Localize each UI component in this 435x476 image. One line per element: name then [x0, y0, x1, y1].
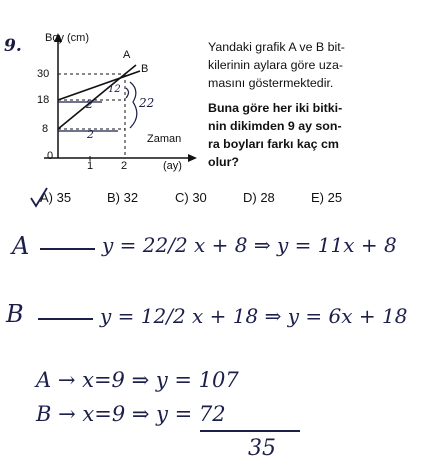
prompt-line: olur?	[208, 155, 239, 169]
prompt-line: Buna göre her iki bitki-	[208, 101, 343, 115]
hw-line4: B → x=9 ⇒ y = 72	[36, 402, 226, 426]
brace-12	[126, 88, 129, 98]
note-22: 22	[139, 96, 155, 110]
hw-line1-label: A	[12, 232, 30, 260]
y-axis-label: Boy (cm)	[45, 32, 89, 44]
line-a-label: A	[123, 49, 131, 61]
note-2-lower: 2	[87, 128, 94, 141]
problem-text	[208, 38, 428, 171]
option-b[interactable]: B) 32	[107, 190, 139, 205]
option-d[interactable]: D) 28	[243, 190, 275, 205]
x-axis-arrow-icon	[188, 154, 197, 162]
y-tick-8: 8	[42, 123, 49, 135]
origin-label: 0	[47, 150, 54, 162]
line-a	[58, 65, 136, 129]
question-number: 9.	[4, 36, 22, 56]
x-unit-label: (ay)	[163, 160, 182, 172]
prompt-line: ra boyları farkı kaç cm	[208, 137, 339, 151]
y-tick-30: 30	[37, 68, 50, 80]
option-e[interactable]: E) 25	[311, 190, 343, 205]
hw-line2-equation: y = 12/2 x + 18 ⇒ y = 6x + 18	[100, 304, 408, 328]
option-a[interactable]: A) 35	[40, 190, 72, 205]
x-tick-1-label: 1	[87, 160, 94, 172]
x-axis-label: Zaman	[147, 133, 182, 145]
note-2-upper: 2	[86, 98, 93, 111]
question-prompt	[208, 99, 428, 171]
option-c[interactable]: C) 30	[175, 190, 207, 205]
hw-line3: A → x=9 ⇒ y = 107	[36, 368, 239, 392]
problem-line: kilerinin aylara göre uza-	[208, 58, 343, 72]
hw-line2-label: B	[6, 300, 24, 328]
problem-line: masını göstermektedir.	[208, 76, 334, 90]
prompt-line: nin dikimden 9 ay son-	[208, 119, 342, 133]
x-tick-2-label: 2	[121, 160, 128, 172]
hw-underline	[200, 430, 300, 432]
hw-result: 35	[248, 436, 276, 461]
option-a-check-icon	[28, 186, 50, 210]
line-b-label: B	[141, 63, 149, 75]
hw-arrow-2	[38, 318, 93, 320]
hw-line1-equation: y = 22/2 x + 8 ⇒ y = 11x + 8	[102, 233, 397, 257]
brace-22	[130, 82, 137, 128]
y-tick-18: 18	[37, 94, 50, 106]
problem-line: Yandaki grafik A ve B bit-	[208, 40, 345, 54]
hw-arrow-1	[40, 248, 95, 250]
note-12: 12	[108, 84, 121, 95]
